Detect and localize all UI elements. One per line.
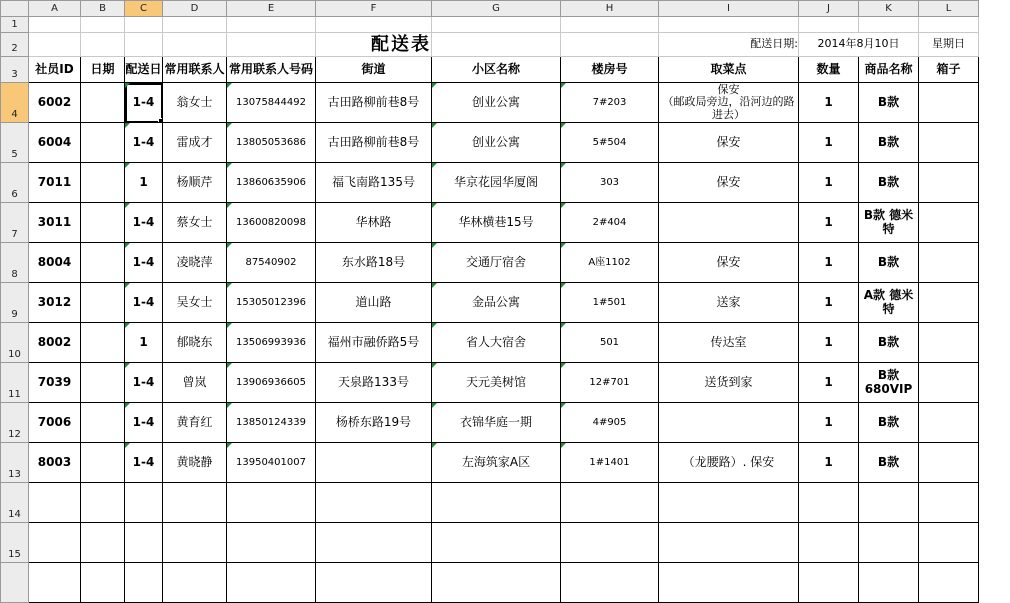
cell[interactable]: [659, 17, 799, 33]
cell-phone[interactable]: 13950401007: [227, 443, 316, 483]
cell-phone[interactable]: 13860635906: [227, 163, 316, 203]
cell[interactable]: [432, 17, 561, 33]
cell-empty[interactable]: [29, 523, 81, 563]
row-header-10[interactable]: 10: [1, 323, 29, 363]
cell-room[interactable]: 1#1401: [561, 443, 659, 483]
cell-box[interactable]: [919, 83, 979, 123]
cell-phone[interactable]: 13850124339: [227, 403, 316, 443]
column-title-box[interactable]: 箱子: [919, 57, 979, 83]
cell-box[interactable]: [919, 163, 979, 203]
column-header-d[interactable]: D: [163, 1, 227, 17]
cell-id[interactable]: 3012: [29, 283, 81, 323]
cell-empty[interactable]: [227, 563, 316, 603]
cell[interactable]: [561, 17, 659, 33]
cell-pickup[interactable]: [659, 403, 799, 443]
cell-product[interactable]: B款: [859, 83, 919, 123]
cell-pickup[interactable]: [659, 203, 799, 243]
column-title-room[interactable]: 楼房号: [561, 57, 659, 83]
cell-day[interactable]: 1-4: [125, 123, 163, 163]
row-header-9[interactable]: 9: [1, 283, 29, 323]
cell-empty[interactable]: [227, 483, 316, 523]
column-header-e[interactable]: E: [227, 1, 316, 17]
cell-community[interactable]: 省人大宿舍: [432, 323, 561, 363]
row-header-12[interactable]: 12: [1, 403, 29, 443]
cell[interactable]: [799, 17, 859, 33]
cell-empty[interactable]: [29, 563, 81, 603]
cell-empty[interactable]: [561, 483, 659, 523]
cell-date[interactable]: [81, 163, 125, 203]
cell-empty[interactable]: [799, 483, 859, 523]
cell-pickup[interactable]: 保安: [659, 163, 799, 203]
cell-empty[interactable]: [163, 483, 227, 523]
column-header-h[interactable]: H: [561, 1, 659, 17]
cell-contact[interactable]: 黄育红: [163, 403, 227, 443]
cell-street[interactable]: 杨桥东路19号: [316, 403, 432, 443]
row-header-next[interactable]: [1, 563, 29, 603]
cell[interactable]: [125, 17, 163, 33]
cell-phone[interactable]: 13506993936: [227, 323, 316, 363]
cell-empty[interactable]: [163, 523, 227, 563]
cell-contact[interactable]: 雷成才: [163, 123, 227, 163]
cell-date[interactable]: [81, 123, 125, 163]
cell-qty[interactable]: 1: [799, 283, 859, 323]
column-header-g[interactable]: G: [432, 1, 561, 17]
cell-contact[interactable]: 杨顺芹: [163, 163, 227, 203]
row-header-3[interactable]: 3: [1, 57, 29, 83]
sheet-title[interactable]: 配送表: [316, 33, 432, 57]
cell[interactable]: [316, 17, 432, 33]
cell-empty[interactable]: [432, 523, 561, 563]
cell-empty[interactable]: [859, 483, 919, 523]
cell-empty[interactable]: [799, 563, 859, 603]
cell-day[interactable]: 1: [125, 163, 163, 203]
cell-room[interactable]: A座1102: [561, 243, 659, 283]
row-header-6[interactable]: 6: [1, 163, 29, 203]
cell-id[interactable]: 3011: [29, 203, 81, 243]
cell-contact[interactable]: 郁晓东: [163, 323, 227, 363]
cell-empty[interactable]: [919, 563, 979, 603]
cell-empty[interactable]: [316, 563, 432, 603]
cell-product[interactable]: B款: [859, 123, 919, 163]
cell-street[interactable]: 福州市融侨路5号: [316, 323, 432, 363]
cell-date[interactable]: [81, 363, 125, 403]
cell-contact[interactable]: 凌晓萍: [163, 243, 227, 283]
cell-box[interactable]: [919, 283, 979, 323]
cell-empty[interactable]: [919, 483, 979, 523]
cell-box[interactable]: [919, 123, 979, 163]
row-header-15[interactable]: 15: [1, 523, 29, 563]
cell-product[interactable]: B款 德米特: [859, 203, 919, 243]
cell-room[interactable]: 1#501: [561, 283, 659, 323]
cell-date[interactable]: [81, 323, 125, 363]
cell-empty[interactable]: [81, 483, 125, 523]
cell-empty[interactable]: [316, 483, 432, 523]
cell-empty[interactable]: [919, 523, 979, 563]
cell-community[interactable]: 左海筑家A区: [432, 443, 561, 483]
column-header-c[interactable]: C: [125, 1, 163, 17]
cell-community[interactable]: 创业公寓: [432, 83, 561, 123]
cell-product[interactable]: B款: [859, 403, 919, 443]
column-header-k[interactable]: K: [859, 1, 919, 17]
column-header-a[interactable]: A: [29, 1, 81, 17]
cell-qty[interactable]: 1: [799, 243, 859, 283]
cell-phone[interactable]: 87540902: [227, 243, 316, 283]
cell-day[interactable]: 1-4: [125, 243, 163, 283]
cell-qty[interactable]: 1: [799, 323, 859, 363]
cell-product[interactable]: B款: [859, 163, 919, 203]
cell-day[interactable]: 1-4: [125, 83, 163, 123]
cell-id[interactable]: 8004: [29, 243, 81, 283]
cell[interactable]: [29, 17, 81, 33]
cell-product[interactable]: A款 德米特: [859, 283, 919, 323]
cell-contact[interactable]: 黄晓静: [163, 443, 227, 483]
cell-empty[interactable]: [561, 563, 659, 603]
cell-pickup[interactable]: 传达室: [659, 323, 799, 363]
cell-product[interactable]: B款: [859, 323, 919, 363]
cell-box[interactable]: [919, 403, 979, 443]
cell-day[interactable]: 1-4: [125, 283, 163, 323]
cell-contact[interactable]: 吴女士: [163, 283, 227, 323]
cell-pickup[interactable]: （龙腰路）. 保安: [659, 443, 799, 483]
cell-street[interactable]: [316, 443, 432, 483]
cell-community[interactable]: 创业公寓: [432, 123, 561, 163]
cell-id[interactable]: 7011: [29, 163, 81, 203]
cell-contact[interactable]: 翁女士: [163, 83, 227, 123]
cell-day[interactable]: 1-4: [125, 203, 163, 243]
cell-qty[interactable]: 1: [799, 363, 859, 403]
cell-empty[interactable]: [859, 563, 919, 603]
weekday-value[interactable]: 星期日: [919, 33, 979, 57]
cell-room[interactable]: 7#203: [561, 83, 659, 123]
delivery-date-value[interactable]: 2014年8月10日: [799, 33, 919, 57]
cell-phone[interactable]: 13075844492: [227, 83, 316, 123]
cell-pickup[interactable]: 保安 （邮政局旁边，沿河边的路进去）: [659, 83, 799, 123]
cell-community[interactable]: 华林横巷15号: [432, 203, 561, 243]
cell-empty[interactable]: [432, 563, 561, 603]
cell-box[interactable]: [919, 443, 979, 483]
column-title-date[interactable]: 日期: [81, 57, 125, 83]
cell-room[interactable]: 303: [561, 163, 659, 203]
cell-id[interactable]: 6002: [29, 83, 81, 123]
cell-street[interactable]: 东水路18号: [316, 243, 432, 283]
cell[interactable]: [432, 33, 561, 57]
cell-id[interactable]: 8002: [29, 323, 81, 363]
cell-street[interactable]: 华林路: [316, 203, 432, 243]
cell[interactable]: [561, 33, 659, 57]
cell-pickup[interactable]: 保安: [659, 243, 799, 283]
cell-date[interactable]: [81, 83, 125, 123]
cell-street[interactable]: 古田路柳前巷8号: [316, 123, 432, 163]
cell[interactable]: [125, 33, 163, 57]
column-title-community[interactable]: 小区名称: [432, 57, 561, 83]
cell-room[interactable]: 12#701: [561, 363, 659, 403]
cell-empty[interactable]: [125, 483, 163, 523]
column-title-id[interactable]: 社员ID: [29, 57, 81, 83]
cell-pickup[interactable]: 送货到家: [659, 363, 799, 403]
cell-contact[interactable]: 曾岚: [163, 363, 227, 403]
cell-empty[interactable]: [316, 523, 432, 563]
cell-street[interactable]: 福飞南路135号: [316, 163, 432, 203]
row-header-2[interactable]: 2: [1, 33, 29, 57]
cell-empty[interactable]: [659, 523, 799, 563]
cell-empty[interactable]: [81, 523, 125, 563]
row-header-11[interactable]: 11: [1, 363, 29, 403]
cell-empty[interactable]: [659, 563, 799, 603]
cell-id[interactable]: 7039: [29, 363, 81, 403]
cell-empty[interactable]: [659, 483, 799, 523]
cell-community[interactable]: 华京花园华厦阁: [432, 163, 561, 203]
cell-empty[interactable]: [163, 563, 227, 603]
cell-qty[interactable]: 1: [799, 83, 859, 123]
cell-empty[interactable]: [859, 523, 919, 563]
cell-community[interactable]: 金品公寓: [432, 283, 561, 323]
column-header-f[interactable]: F: [316, 1, 432, 17]
cell-day[interactable]: 1-4: [125, 443, 163, 483]
cell-day[interactable]: 1: [125, 323, 163, 363]
cell-empty[interactable]: [432, 483, 561, 523]
column-title-contact[interactable]: 常用联系人: [163, 57, 227, 83]
cell-qty[interactable]: 1: [799, 443, 859, 483]
cell-date[interactable]: [81, 203, 125, 243]
cell-empty[interactable]: [799, 523, 859, 563]
cell-date[interactable]: [81, 403, 125, 443]
row-header-7[interactable]: 7: [1, 203, 29, 243]
cell-empty[interactable]: [125, 523, 163, 563]
cell-qty[interactable]: 1: [799, 403, 859, 443]
cell-phone[interactable]: 15305012396: [227, 283, 316, 323]
cell-pickup[interactable]: 保安: [659, 123, 799, 163]
cell-room[interactable]: 2#404: [561, 203, 659, 243]
cell-qty[interactable]: 1: [799, 203, 859, 243]
cell-id[interactable]: 6004: [29, 123, 81, 163]
cell-room[interactable]: 5#504: [561, 123, 659, 163]
cell[interactable]: [29, 33, 81, 57]
cell-empty[interactable]: [125, 563, 163, 603]
cell-id[interactable]: 8003: [29, 443, 81, 483]
cell[interactable]: [81, 33, 125, 57]
column-title-phone[interactable]: 常用联系人号码: [227, 57, 316, 83]
row-header-8[interactable]: 8: [1, 243, 29, 283]
cell-product[interactable]: B款: [859, 443, 919, 483]
cell-date[interactable]: [81, 443, 125, 483]
column-title-street[interactable]: 街道: [316, 57, 432, 83]
cell-phone[interactable]: 13805053686: [227, 123, 316, 163]
cell-qty[interactable]: 1: [799, 163, 859, 203]
cell[interactable]: [227, 33, 316, 57]
cell-id[interactable]: 7006: [29, 403, 81, 443]
cell[interactable]: [227, 17, 316, 33]
cell-date[interactable]: [81, 283, 125, 323]
cell-date[interactable]: [81, 243, 125, 283]
cell-pickup[interactable]: 送家: [659, 283, 799, 323]
cell-empty[interactable]: [81, 563, 125, 603]
column-title-pickup[interactable]: 取菜点: [659, 57, 799, 83]
cell-product[interactable]: B款 680VIP: [859, 363, 919, 403]
cell[interactable]: [81, 17, 125, 33]
cell[interactable]: [163, 33, 227, 57]
cell-community[interactable]: 衣锦华庭一期: [432, 403, 561, 443]
cell[interactable]: [859, 17, 919, 33]
cell-qty[interactable]: 1: [799, 123, 859, 163]
cell-box[interactable]: [919, 323, 979, 363]
column-header-i[interactable]: I: [659, 1, 799, 17]
row-header-1[interactable]: 1: [1, 17, 29, 33]
column-title-qty[interactable]: 数量: [799, 57, 859, 83]
column-header-b[interactable]: B: [81, 1, 125, 17]
cell-box[interactable]: [919, 203, 979, 243]
cell-empty[interactable]: [561, 523, 659, 563]
cell-contact[interactable]: 蔡女士: [163, 203, 227, 243]
delivery-date-label[interactable]: 配送日期:: [659, 33, 799, 57]
cell-box[interactable]: [919, 243, 979, 283]
cell-phone[interactable]: 13906936605: [227, 363, 316, 403]
cell-community[interactable]: 交通厅宿舍: [432, 243, 561, 283]
cell-day[interactable]: 1-4: [125, 363, 163, 403]
cell[interactable]: [163, 17, 227, 33]
cell-product[interactable]: B款: [859, 243, 919, 283]
column-header-l[interactable]: L: [919, 1, 979, 17]
cell[interactable]: [919, 17, 979, 33]
row-header-4[interactable]: 4: [1, 83, 29, 123]
cell-community[interactable]: 天元美树馆: [432, 363, 561, 403]
cell-street[interactable]: 古田路柳前巷8号: [316, 83, 432, 123]
cell-room[interactable]: 501: [561, 323, 659, 363]
select-all-corner[interactable]: [1, 1, 29, 17]
row-header-13[interactable]: 13: [1, 443, 29, 483]
column-title-product[interactable]: 商品名称: [859, 57, 919, 83]
column-title-day[interactable]: 配送日: [125, 57, 163, 83]
row-header-5[interactable]: 5: [1, 123, 29, 163]
cell-street[interactable]: 道山路: [316, 283, 432, 323]
cell-room[interactable]: 4#905: [561, 403, 659, 443]
cell-empty[interactable]: [227, 523, 316, 563]
cell-street[interactable]: 天泉路133号: [316, 363, 432, 403]
cell-day[interactable]: 1-4: [125, 403, 163, 443]
row-header-14[interactable]: 14: [1, 483, 29, 523]
column-header-j[interactable]: J: [799, 1, 859, 17]
cell-empty[interactable]: [29, 483, 81, 523]
cell-box[interactable]: [919, 363, 979, 403]
cell-phone[interactable]: 13600820098: [227, 203, 316, 243]
